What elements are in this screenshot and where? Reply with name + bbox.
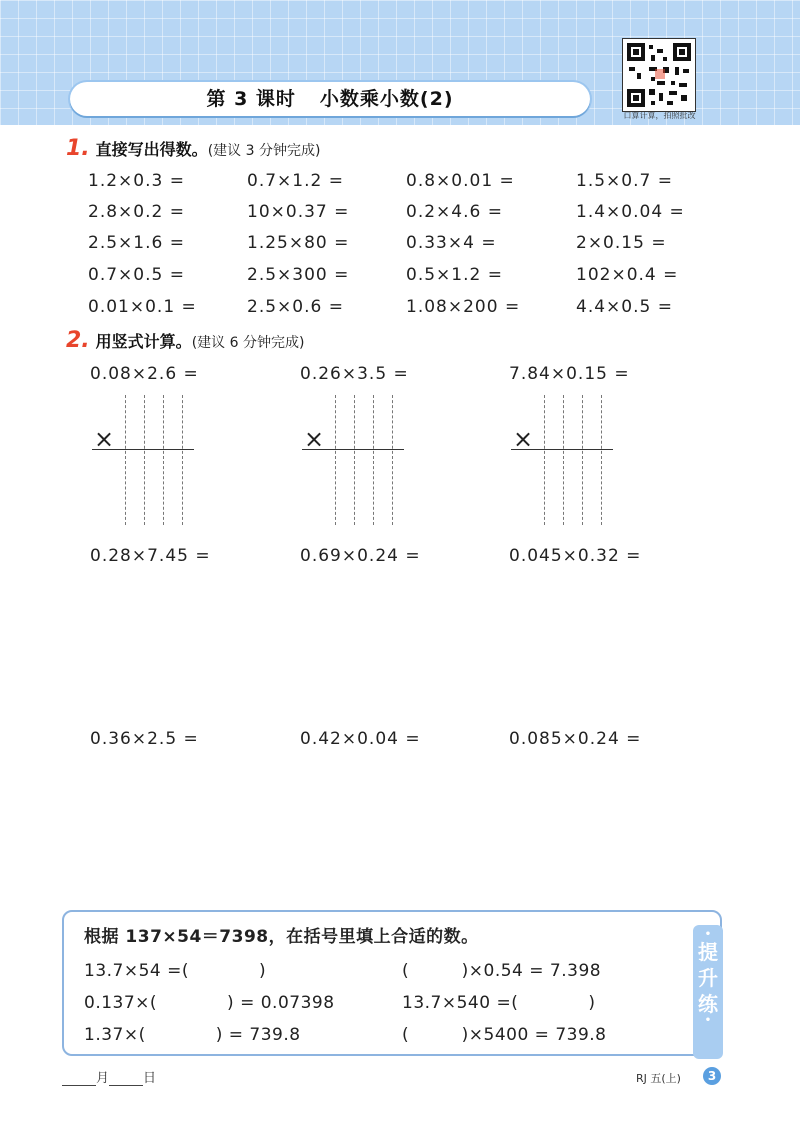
column-problem: 0.08×2.6 =	[90, 364, 199, 384]
column-problem: 0.085×0.24 =	[509, 729, 642, 749]
section1-title: 直接写出得数。	[95, 140, 208, 159]
column-problem: 0.36×2.5 =	[90, 729, 199, 749]
column-problem: 0.28×7.45 =	[90, 546, 211, 566]
page-number: 3	[703, 1067, 721, 1085]
oral-problem: 1.4×0.04 =	[576, 202, 685, 222]
qr-code-icon[interactable]	[622, 38, 696, 112]
oral-problem: 102×0.4 =	[576, 265, 679, 285]
title-bar	[70, 82, 590, 116]
grade-tag: RJ 五(上)	[636, 1072, 681, 1085]
qr-caption: 口算计算，拍照批改	[623, 111, 696, 120]
oral-problem: 0.2×4.6 =	[406, 202, 503, 222]
oral-problem: 1.5×0.7 =	[576, 171, 673, 191]
column-problem: 0.26×3.5 =	[300, 364, 409, 384]
section2-number: 2.	[66, 328, 90, 353]
extension-item: 13.7×540 =( )	[402, 993, 596, 1013]
column-problem: 0.42×0.04 =	[300, 729, 421, 749]
oral-problem: 1.2×0.3 =	[88, 171, 185, 191]
section2-hint: (建议 6 分钟完成)	[191, 335, 305, 351]
section2-heading	[66, 328, 304, 353]
column-problem: 0.045×0.32 =	[509, 546, 642, 566]
extension-tab: • 提 升 练 •	[693, 925, 723, 1059]
oral-problem: 0.7×0.5 =	[88, 265, 185, 285]
oral-problem: 0.7×1.2 =	[247, 171, 344, 191]
times-sign: ×	[94, 425, 115, 453]
month-label: 月	[96, 1071, 110, 1086]
extension-item: ( )×5400 = 739.8	[402, 1025, 607, 1045]
extension-item: ( )×0.54 = 7.398	[402, 961, 602, 981]
day-label: 日	[143, 1071, 157, 1086]
times-sign: ×	[513, 425, 534, 453]
lesson-label: 第 3 课时	[206, 88, 296, 110]
column-problem: 7.84×0.15 =	[509, 364, 630, 384]
oral-problem: 2×0.15 =	[576, 233, 667, 253]
page-title	[70, 82, 590, 116]
tab-char: 提	[698, 940, 718, 964]
oral-problem: 2.5×0.6 =	[247, 297, 344, 317]
extension-item: 13.7×54 =( )	[84, 961, 267, 981]
section1-hint: (建议 3 分钟完成)	[207, 143, 321, 159]
tab-char: 升	[698, 966, 718, 990]
oral-problem: 10×0.37 =	[247, 202, 350, 222]
vertical-calc-guide	[511, 395, 621, 525]
topic-label: 小数乘小数(2)	[319, 88, 454, 110]
oral-problem: 2.5×1.6 =	[88, 233, 185, 253]
oral-problem: 2.8×0.2 =	[88, 202, 185, 222]
extension-item: 1.37×( ) = 739.8	[84, 1025, 301, 1045]
extension-item: 0.137×( ) = 0.07398	[84, 993, 335, 1013]
section2-title: 用竖式计算。	[95, 332, 192, 351]
vertical-calc-guide	[92, 395, 202, 525]
oral-problem: 0.33×4 =	[406, 233, 497, 253]
oral-problem: 0.01×0.1 =	[88, 297, 197, 317]
tab-char: 练	[698, 992, 718, 1016]
oral-problem: 0.5×1.2 =	[406, 265, 503, 285]
oral-problem: 1.25×80 =	[247, 233, 350, 253]
oral-problem: 4.4×0.5 =	[576, 297, 673, 317]
oral-problem: 0.8×0.01 =	[406, 171, 515, 191]
vertical-calc-guide	[302, 395, 412, 525]
column-problem: 0.69×0.24 =	[300, 546, 421, 566]
times-sign: ×	[304, 425, 325, 453]
section1-number: 1.	[66, 136, 90, 161]
date-field	[62, 1067, 156, 1086]
oral-problem: 1.08×200 =	[406, 297, 521, 317]
section1-heading	[66, 136, 320, 161]
oral-problem: 2.5×300 =	[247, 265, 350, 285]
extension-intro: 根据 137×54＝7398，在括号里填上合适的数。	[84, 927, 479, 947]
